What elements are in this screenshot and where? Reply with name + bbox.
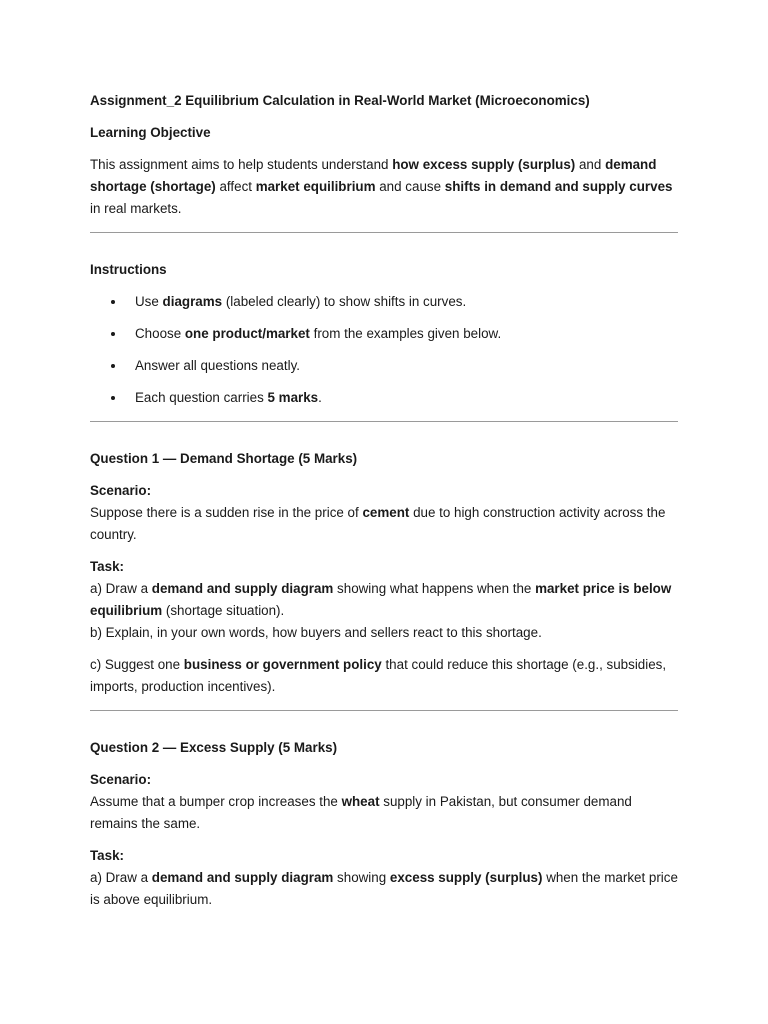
text-run: (shortage situation). xyxy=(162,603,285,618)
bullet-icon xyxy=(111,364,115,368)
bold-text: excess supply (surplus) xyxy=(389,870,543,885)
list-item xyxy=(90,387,678,409)
question-1-scenario-text xyxy=(90,502,678,546)
text-run: a) Draw a xyxy=(90,870,152,885)
text-run: that could reduce this shortage (e.g., subsidies, imports, production incentives). xyxy=(90,657,667,694)
question-2-scenario-text xyxy=(90,791,678,835)
bold-text: one product/market xyxy=(184,326,310,341)
section-divider xyxy=(90,232,678,233)
question-1-scenario-label: Scenario: xyxy=(90,483,152,498)
text-run: Answer all questions neatly. xyxy=(135,358,300,373)
instructions-list xyxy=(90,291,678,409)
question-1-heading: Question 1 — Demand Shortage (5 Marks) xyxy=(90,451,358,466)
text-run: (labeled clearly) to show shifts in curves. xyxy=(222,294,467,309)
bold-text: 5 marks xyxy=(267,390,319,405)
text-run: in real markets. xyxy=(90,201,182,216)
text-run: and cause xyxy=(375,179,445,194)
text-run: and xyxy=(575,157,606,172)
text-run: a) Draw a xyxy=(90,581,152,596)
bold-text: shifts in demand and supply curves xyxy=(444,179,673,194)
learning-objective-heading: Learning Objective xyxy=(90,125,211,140)
bold-text: wheat xyxy=(341,794,380,809)
text-run: Each question carries xyxy=(135,390,268,405)
question-1-task-b xyxy=(90,622,678,644)
list-item xyxy=(90,355,678,377)
question-2-scenario-label: Scenario: xyxy=(90,772,152,787)
text-run: Assume that a bumper crop increases the xyxy=(90,794,342,809)
question-2-task-label: Task: xyxy=(90,848,124,863)
instructions-heading: Instructions xyxy=(90,262,167,277)
text-run: supply in Pakistan, but consumer demand remains the same. xyxy=(90,794,632,831)
bold-text: cement xyxy=(362,505,410,520)
bold-text: demand shortage (shortage) xyxy=(90,157,657,194)
list-item xyxy=(90,291,678,313)
text-run: when the market price is above equilibrium. xyxy=(90,870,678,907)
bold-text: demand and supply diagram xyxy=(151,581,334,596)
question-1-task-a xyxy=(90,578,678,622)
document-title: Assignment_2 Equilibrium Calculation in Real-World Market (Microeconomics) xyxy=(90,93,590,108)
bold-text: diagrams xyxy=(162,294,223,309)
bold-text: market price is below equilibrium xyxy=(90,581,672,618)
question-2-task-a xyxy=(90,867,678,911)
learning-objective-text xyxy=(90,154,678,220)
text-run: showing what happens when the xyxy=(333,581,536,596)
text-run: This assignment aims to help students understand xyxy=(90,157,393,172)
text-run: . xyxy=(318,390,322,405)
question-2-heading: Question 2 — Excess Supply (5 Marks) xyxy=(90,740,338,755)
bold-text: market equilibrium xyxy=(255,179,376,194)
text-run: showing xyxy=(333,870,390,885)
bullet-icon xyxy=(111,300,115,304)
bullet-icon xyxy=(111,396,115,400)
text-run: b) Explain, in your own words, how buyers and sellers react to this shortage. xyxy=(90,625,542,640)
text-run: from the examples given below. xyxy=(309,326,502,341)
list-item xyxy=(90,323,678,345)
text-run: Use xyxy=(135,294,163,309)
bold-text: demand and supply diagram xyxy=(151,870,334,885)
document-page xyxy=(90,90,678,911)
bullet-icon xyxy=(111,332,115,336)
section-divider xyxy=(90,710,678,711)
text-run: c) Suggest one xyxy=(90,657,184,672)
question-1-task-c xyxy=(90,654,678,698)
question-1-task-label: Task: xyxy=(90,559,124,574)
text-run: affect xyxy=(215,179,256,194)
section-divider xyxy=(90,421,678,422)
text-run: Choose xyxy=(135,326,185,341)
bold-text: how excess supply (surplus) xyxy=(392,157,576,172)
bold-text: business or government policy xyxy=(183,657,382,672)
text-run: Suppose there is a sudden rise in the price of xyxy=(90,505,363,520)
text-run: due to high construction activity across the country. xyxy=(90,505,666,542)
